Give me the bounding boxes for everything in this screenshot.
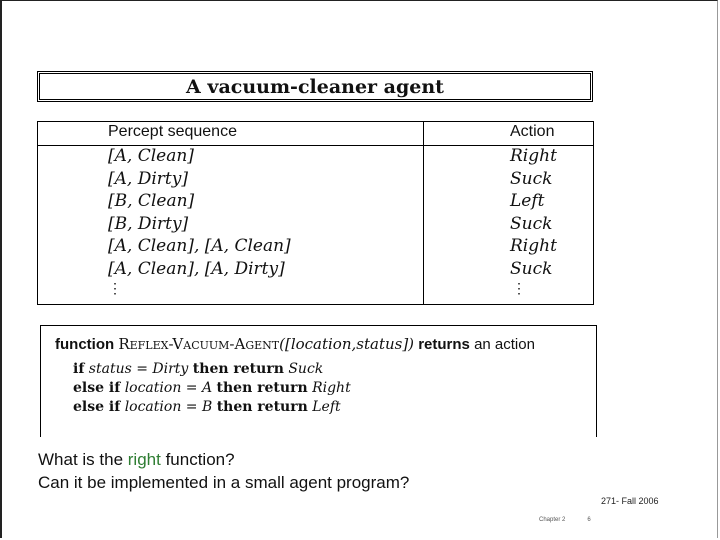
action-cell-ellipsis: ⋮	[512, 281, 526, 297]
percept-cell: [A, Dirty]	[108, 168, 188, 189]
question-text: What is the	[38, 450, 128, 469]
function-params: ([location,status])	[279, 335, 415, 353]
return-value: Left	[312, 399, 341, 415]
slide-footer	[539, 517, 591, 523]
table-row	[38, 259, 593, 282]
percept-cell: [B, Dirty]	[108, 213, 189, 234]
keyword-then-return: then return	[216, 380, 308, 396]
function-signature	[55, 335, 535, 353]
condition: location = B	[124, 399, 213, 415]
keyword-then-return: then return	[216, 399, 308, 415]
question-text: function?	[160, 450, 235, 469]
function-pseudocode-box	[40, 325, 597, 437]
condition: status = Dirty	[88, 361, 189, 377]
percept-cell: [A, Clean]	[108, 146, 194, 166]
table-row	[38, 146, 593, 169]
keyword-then-return: then return	[192, 361, 284, 377]
table-row	[38, 191, 593, 214]
header-percept-sequence: Percept sequence	[108, 123, 237, 140]
returns-text: an action	[474, 336, 535, 353]
percept-cell: [B, Clean]	[108, 191, 195, 211]
action-cell: Left	[510, 191, 545, 211]
slide-title: A vacuum-cleaner agent	[39, 73, 591, 100]
condition: location = A	[124, 380, 213, 396]
title-box	[37, 71, 593, 102]
highlighted-word: right	[127, 450, 161, 469]
table-row	[38, 214, 593, 237]
pseudocode-line	[73, 380, 351, 396]
pseudocode-line	[73, 399, 341, 415]
pseudocode-line	[73, 361, 323, 377]
percept-cell: [A, Clean], [A, Dirty]	[108, 258, 285, 279]
keyword-else-if: else if	[73, 399, 121, 415]
action-cell: Suck	[510, 258, 553, 279]
action-cell: Right	[510, 146, 557, 166]
page-number: 6	[587, 517, 591, 523]
percept-action-table	[37, 121, 594, 305]
percept-cell: [A, Clean], [A, Clean]	[108, 236, 291, 256]
question-agent-program: Can it be implemented in a small agent program?	[38, 473, 410, 492]
table-row	[38, 169, 593, 192]
keyword-function: function	[55, 336, 115, 353]
keyword-else-if: else if	[73, 380, 121, 396]
keyword-if: if	[73, 361, 85, 377]
course-label: 271- Fall 2006	[601, 496, 659, 506]
return-value: Right	[312, 380, 351, 396]
action-cell: Suck	[510, 213, 553, 234]
action-cell: Suck	[510, 168, 553, 189]
chapter-label: Chapter 2	[539, 517, 566, 523]
table-row	[38, 281, 593, 304]
function-name: Reflex-Vacuum-Agent	[118, 335, 280, 353]
table-row	[38, 236, 593, 259]
question-right-function	[38, 450, 235, 470]
header-action: Action	[510, 123, 555, 140]
return-value: Suck	[288, 361, 324, 377]
percept-cell-ellipsis: ⋮	[108, 281, 122, 297]
keyword-returns: returns	[418, 336, 470, 353]
action-cell: Right	[510, 236, 557, 256]
